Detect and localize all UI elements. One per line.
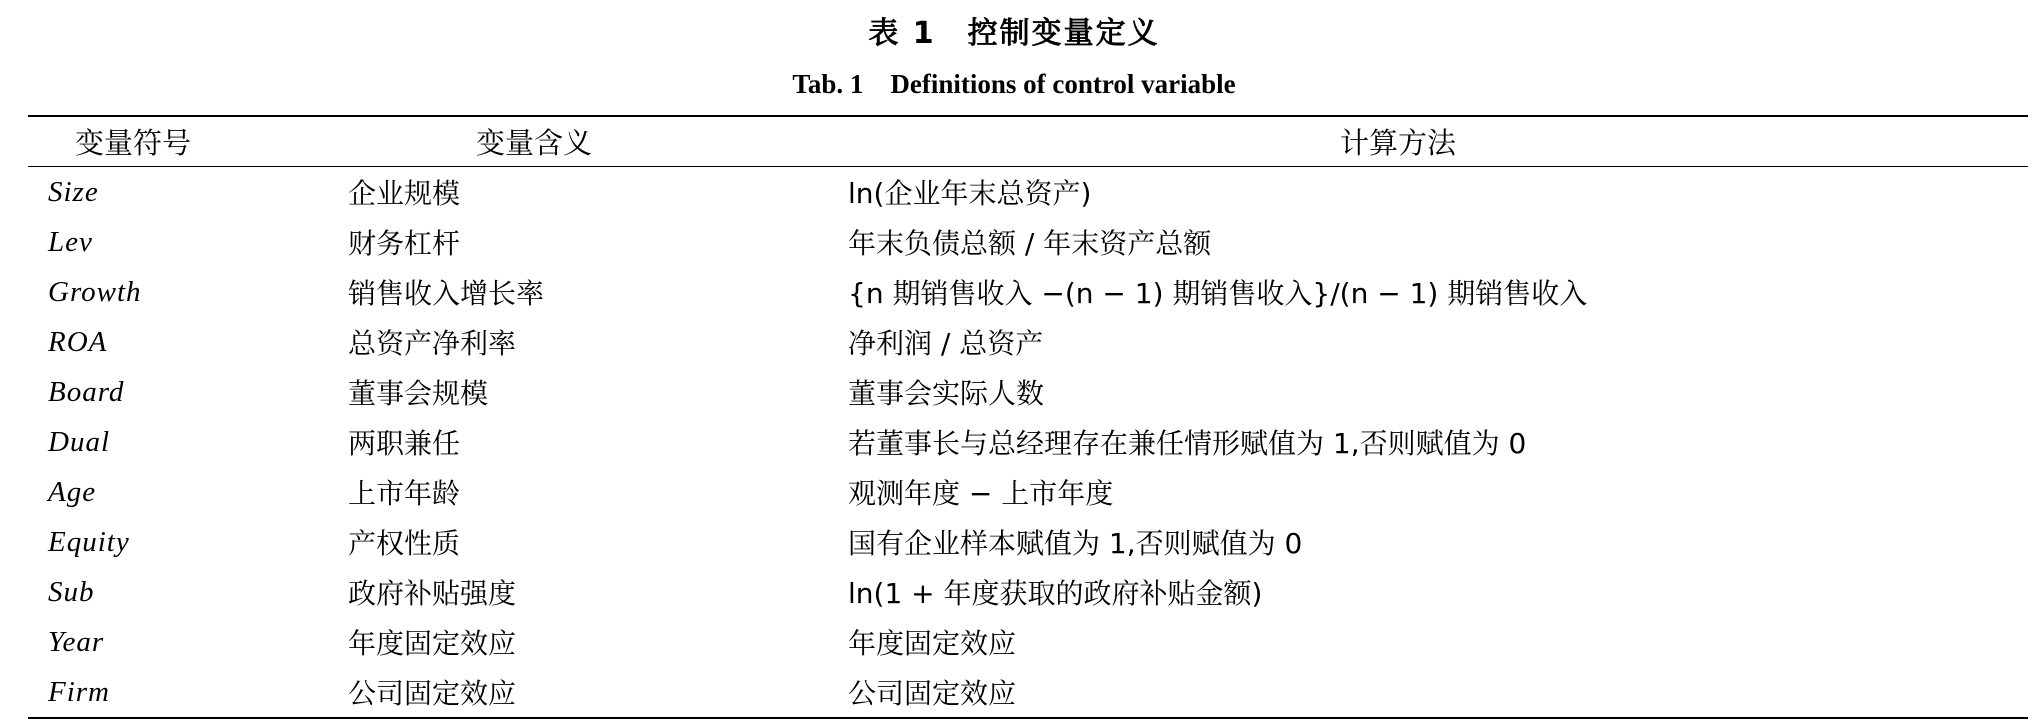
variable-meaning-cell: 两职兼任 <box>348 427 461 460</box>
table-body <box>28 167 2028 719</box>
variable-meaning-cell: 董事会规模 <box>348 377 489 410</box>
variable-symbol-cell: Year <box>48 625 105 658</box>
control-variable-table <box>28 115 2028 719</box>
calculation-method-cell: 净利润 / 总资产 <box>848 327 1044 360</box>
variable-meaning-cell: 销售收入增长率 <box>348 277 545 310</box>
calculation-method-cell: 年度固定效应 <box>848 627 1017 660</box>
variable-symbol-cell: Lev <box>48 225 93 258</box>
variable-meaning-cell: 政府补贴强度 <box>348 577 517 610</box>
variable-meaning-cell: 总资产净利率 <box>348 327 517 360</box>
variable-symbol-cell: Board <box>48 375 125 408</box>
table-title-english: Tab. 1 Definitions of control variable <box>792 69 1236 99</box>
calculation-method-cell: 董事会实际人数 <box>848 377 1045 410</box>
table-row <box>28 217 2028 267</box>
table-row <box>28 417 2028 467</box>
table-row <box>28 567 2028 617</box>
variable-symbol-cell: Firm <box>48 675 110 708</box>
variable-symbol-cell: Sub <box>48 575 95 608</box>
table-row <box>28 167 2028 218</box>
calculation-method-cell: 观测年度 − 上市年度 <box>848 477 1114 510</box>
table-row <box>28 267 2028 317</box>
variable-meaning-cell: 年度固定效应 <box>348 627 517 660</box>
calculation-method-cell: 若董事长与总经理存在兼任情形赋值为 1,否则赋值为 0 <box>848 427 1527 460</box>
table-row <box>28 367 2028 417</box>
variable-symbol-cell: Size <box>48 175 99 208</box>
variable-meaning-cell: 产权性质 <box>348 527 461 560</box>
header-variable-symbol: 变量符号 <box>74 126 191 160</box>
variable-meaning-cell: 公司固定效应 <box>348 677 517 710</box>
calculation-method-cell: ln(1 + 年度获取的政府补贴金额) <box>848 577 1263 610</box>
calculation-method-cell: 年末负债总额 / 年末资产总额 <box>848 227 1212 260</box>
calculation-method-cell: 国有企业样本赋值为 1,否则赋值为 0 <box>848 527 1303 560</box>
table-title-chinese: 表 1 控制变量定义 <box>868 16 1160 51</box>
variable-symbol-cell: Dual <box>48 425 110 458</box>
variable-meaning-cell: 财务杠杆 <box>348 227 461 260</box>
variable-meaning-cell: 企业规模 <box>348 177 461 210</box>
calculation-method-cell: {n 期销售收入 −(n − 1) 期销售收入}/(n − 1) 期销售收入 <box>848 277 1588 310</box>
header-variable-meaning: 变量含义 <box>476 126 593 160</box>
variable-symbol-cell: Age <box>48 475 97 508</box>
table-row <box>28 617 2028 667</box>
table-row <box>28 317 2028 367</box>
table-row <box>28 667 2028 718</box>
table-header-row <box>28 116 2028 167</box>
definitions-table-container <box>28 115 2028 719</box>
variable-meaning-cell: 上市年龄 <box>348 477 461 510</box>
table-row <box>28 517 2028 567</box>
calculation-method-cell: ln(企业年末总资产) <box>848 177 1092 210</box>
variable-symbol-cell: ROA <box>48 325 108 358</box>
table-row <box>28 467 2028 517</box>
variable-symbol-cell: Equity <box>48 525 130 558</box>
variable-symbol-cell: Growth <box>48 275 142 308</box>
header-calculation-method: 计算方法 <box>1339 126 1456 160</box>
calculation-method-cell: 公司固定效应 <box>848 677 1017 710</box>
